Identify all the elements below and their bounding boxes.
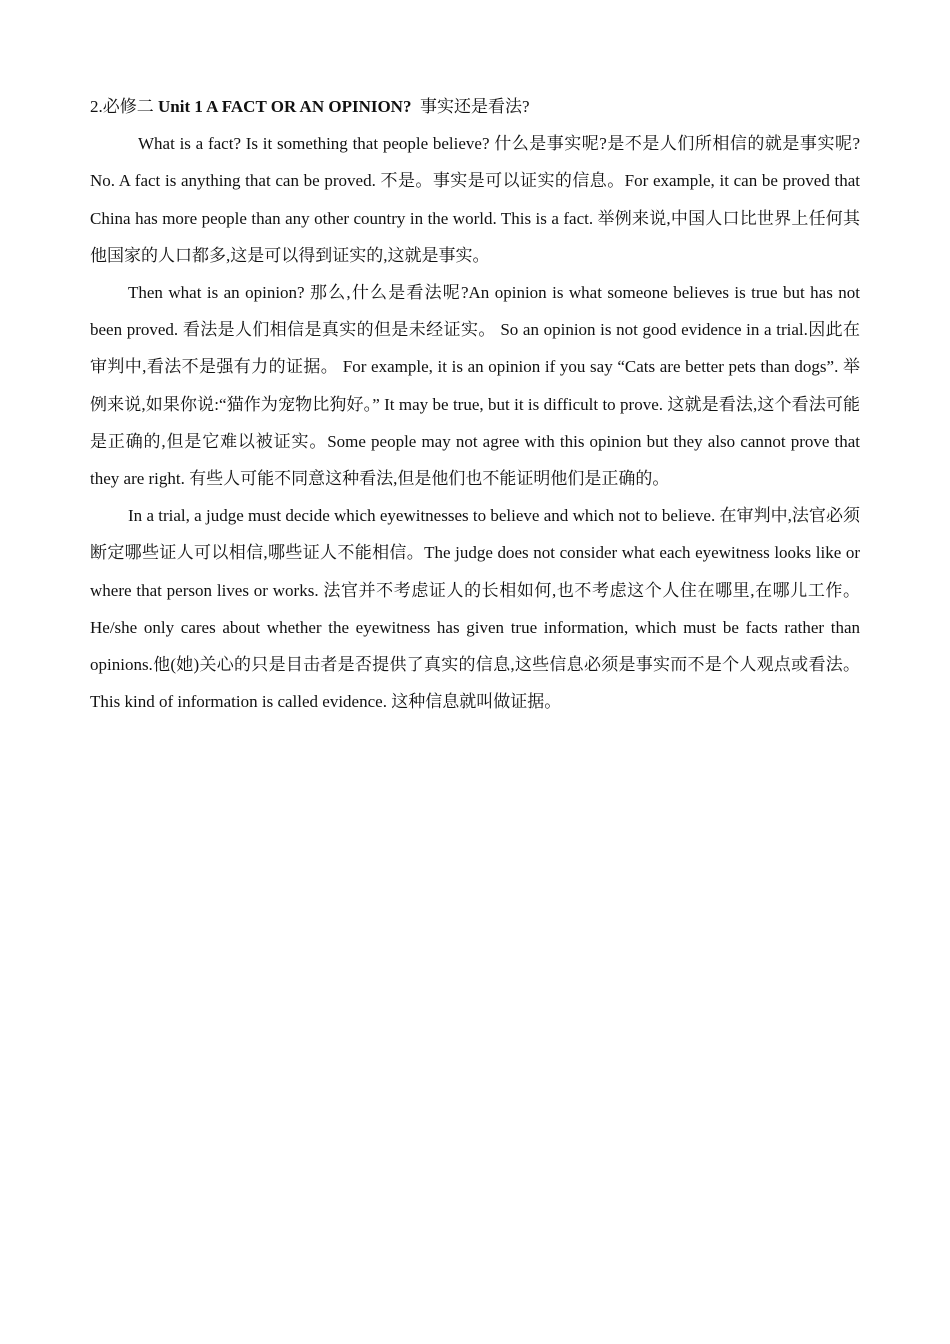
section-heading (90, 88, 860, 125)
heading-number: 2.必修二 (90, 97, 158, 116)
heading-translation: 事实还是看法? (411, 97, 530, 116)
heading-title: Unit 1 A FACT OR AN OPINION? (158, 97, 412, 116)
paragraph-opinion: Then what is an opinion? 那么,什么是看法呢?An opinion is what someone believes is true but has not been proved. 看法是人们相信是真实的但是未经证实。 So an opinion is not good evidence in a trial.因此在审判中,看法不是强有力的证据。 For example, it is an opinion if you say “Cats are better pets than dogs”. 举例来说,如果你说:“猫作为宠物比狗好。” It may be true, but it is difficult to prove. 这就是看法,这个看法可能是正确的,但是它难以被证实。Some people may not agree with this opinion but they also cannot prove that they are right. 有些人可能不同意这种看法,但是他们也不能证明他们是正确的。 (90, 283, 860, 489)
document-page (90, 88, 860, 720)
paragraph-fact: What is a fact? Is it something that people believe? 什么是事实呢?是不是人们所相信的就是事实呢? No. A fact is anything that can be proved. 不是。事实是可以证实的信息。For example, it can be proved that China has more people than any other country in the world. This is a fact. 举例来说,中国人口比世界上任何其他国家的人口都多,这是可以得到证实的,这就是事实。 (90, 134, 860, 265)
paragraph-trial: In a trial, a judge must decide which eyewitnesses to believe and which not to believe. 在审判中,法官必须断定哪些证人可以相信,哪些证人不能相信。The judge does not consider what each eyewitness looks like or where that person lives or works. 法官并不考虑证人的长相如何,也不考虑这个人住在哪里,在哪儿工作。He/she only cares about whether the eyewitness has given true information, which must be facts rather than opinions.他(她)关心的只是目击者是否提供了真实的信息,这些信息必须是事实而不是个人观点或看法。 This kind of information is called evidence. 这种信息就叫做证据。 (90, 506, 860, 712)
